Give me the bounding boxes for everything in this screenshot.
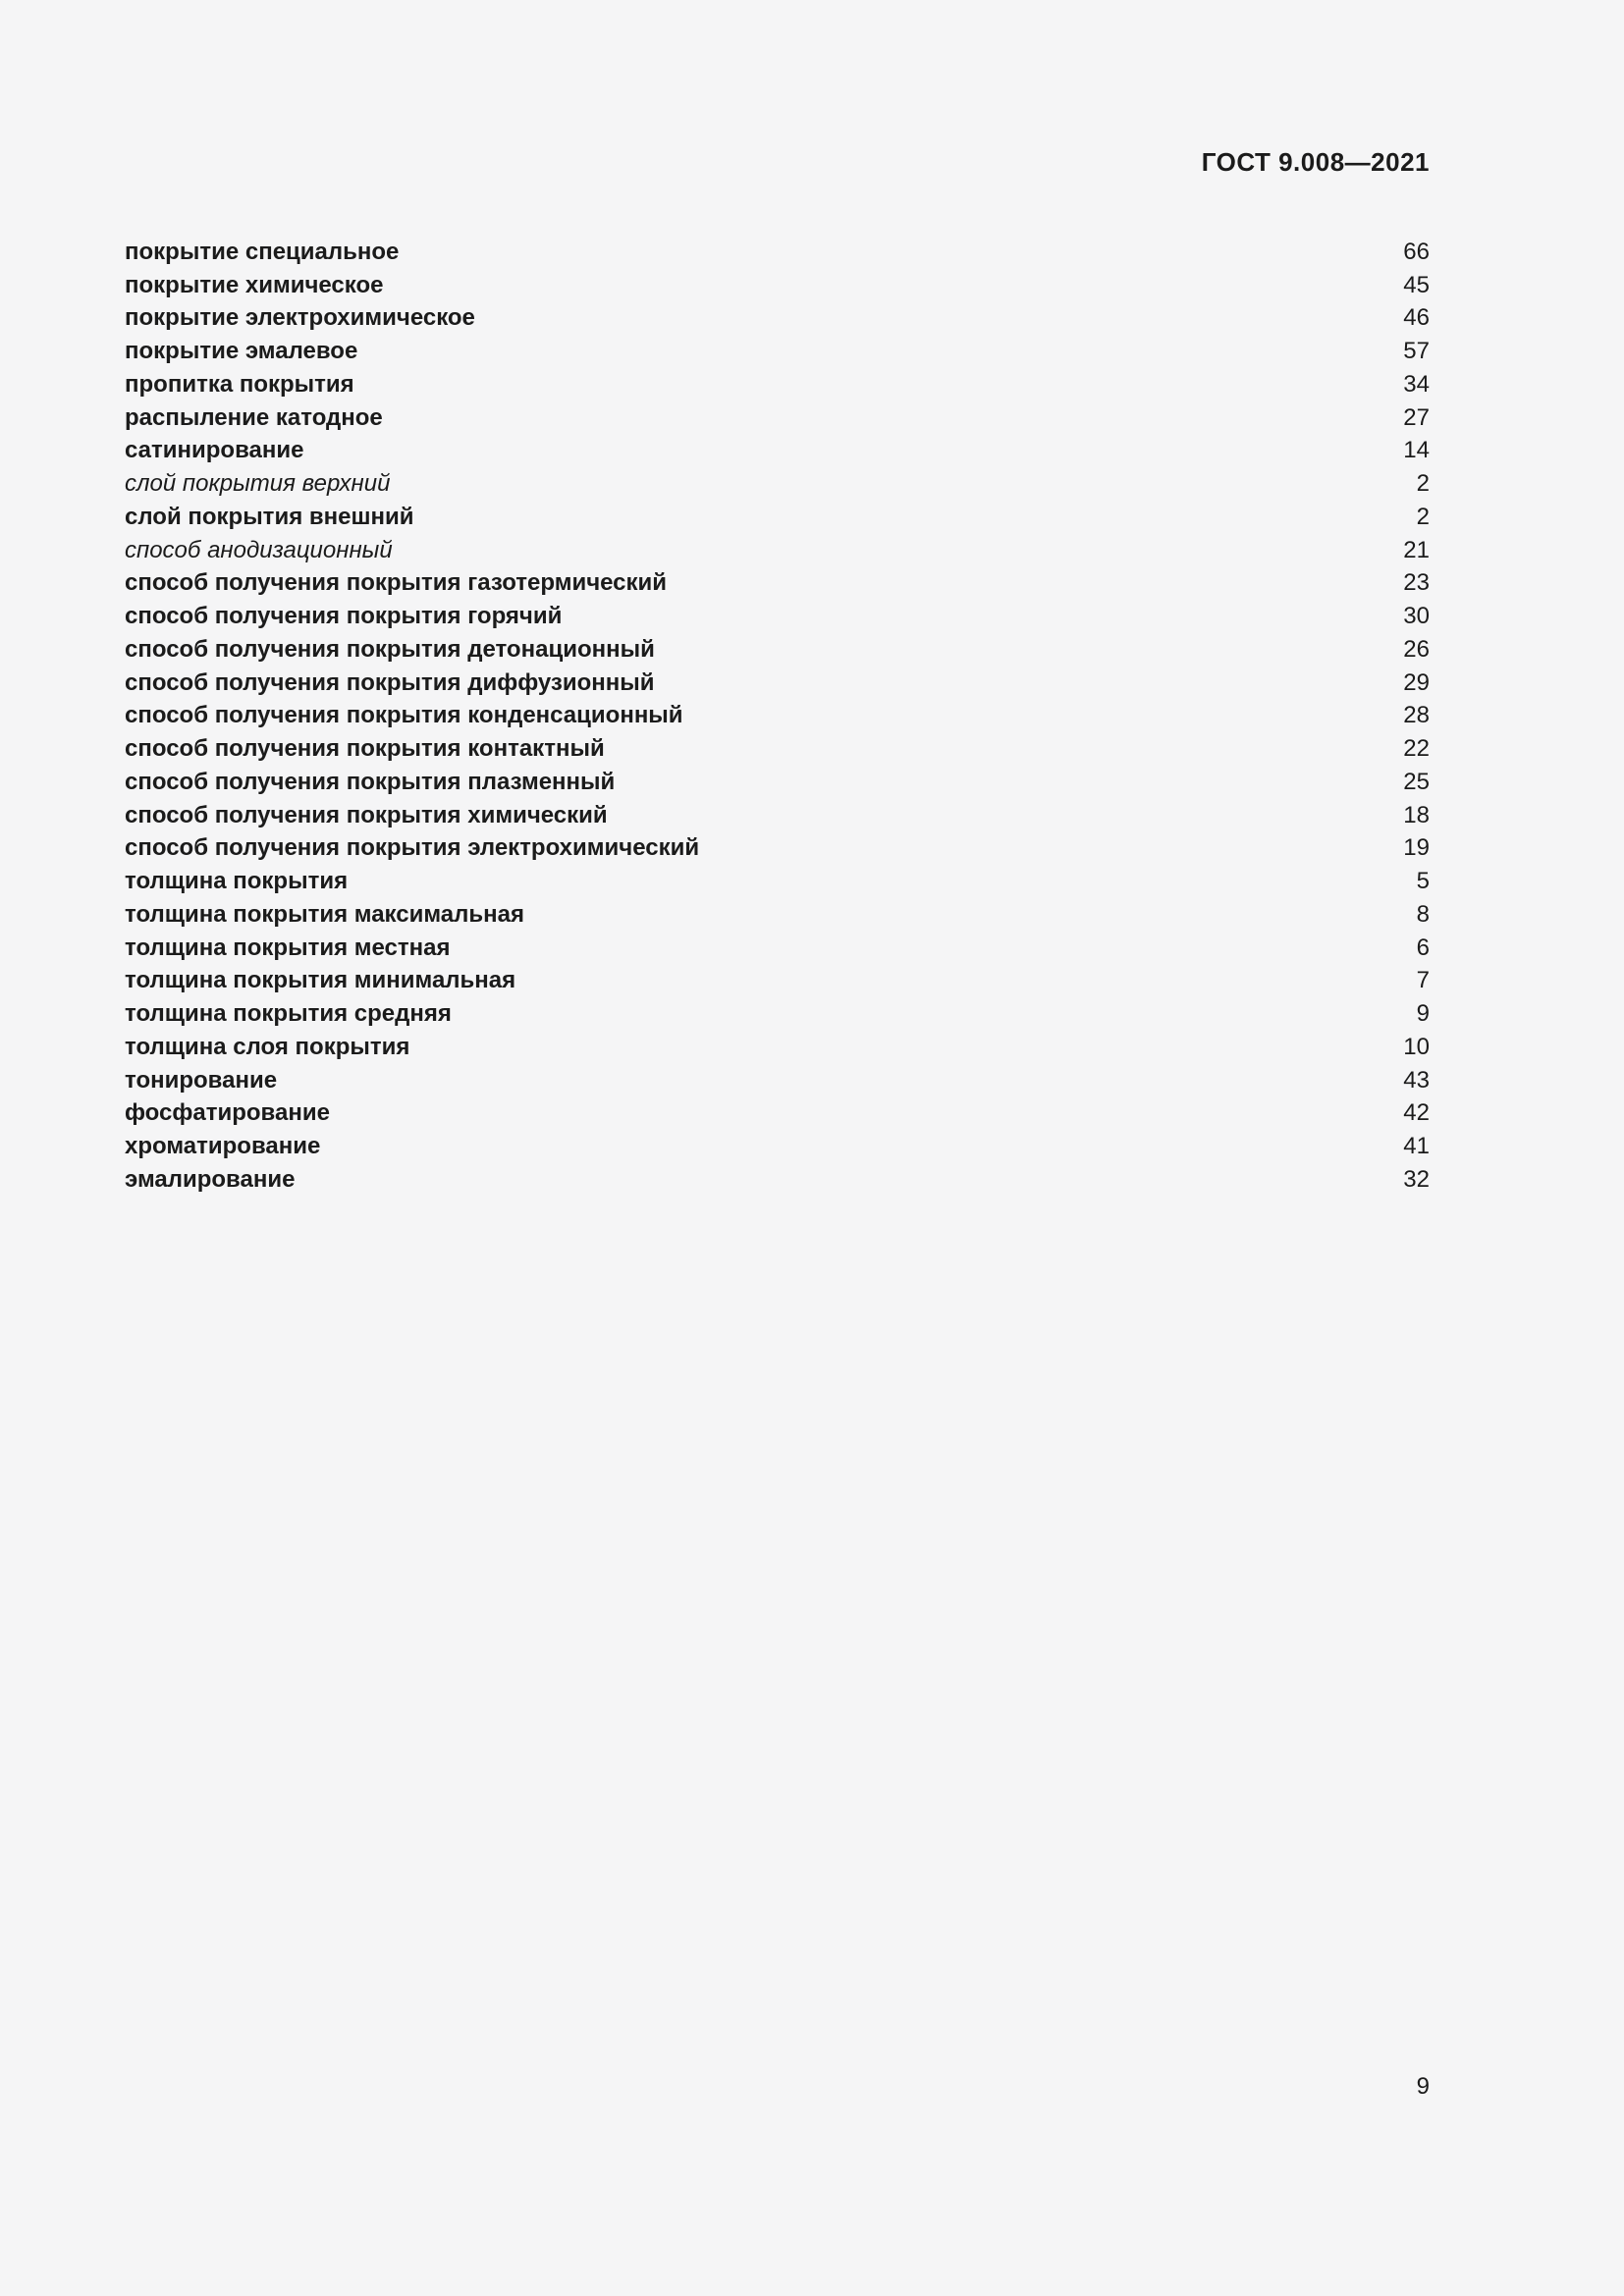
index-entry-row bbox=[125, 932, 1430, 965]
index-entry-row bbox=[125, 700, 1430, 733]
index-term-number: 10 bbox=[1403, 1033, 1430, 1060]
index-term-number: 22 bbox=[1403, 735, 1430, 763]
index-entry-row bbox=[125, 1163, 1430, 1197]
index-term: распыление катодное bbox=[125, 403, 383, 431]
index-term: способ получения покрытия горячий bbox=[125, 603, 563, 630]
index-entry-row bbox=[125, 368, 1430, 401]
index-entry-row bbox=[125, 997, 1430, 1031]
index-term: способ получения покрытия контактный bbox=[125, 735, 605, 763]
index-term-number: 2 bbox=[1416, 470, 1430, 498]
index-term: способ получения покрытия плазменный bbox=[125, 768, 616, 795]
index-entry-row bbox=[125, 832, 1430, 866]
index-term-number: 25 bbox=[1403, 768, 1430, 795]
index-entry-row bbox=[125, 335, 1430, 368]
index-entry-row bbox=[125, 898, 1430, 932]
index-term-number: 29 bbox=[1403, 668, 1430, 696]
index-entry-row bbox=[125, 534, 1430, 567]
index-term-number: 9 bbox=[1416, 1000, 1430, 1028]
index-term: способ получения покрытия диффузионный bbox=[125, 668, 655, 696]
index-entry-row bbox=[125, 401, 1430, 435]
index-term-number: 32 bbox=[1403, 1165, 1430, 1193]
index-term: способ получения покрытия электрохимический bbox=[125, 834, 700, 862]
index-term: способ получения покрытия химический bbox=[125, 801, 608, 828]
index-term-number: 28 bbox=[1403, 702, 1430, 729]
index-term-number: 5 bbox=[1416, 868, 1430, 895]
index-entry-row bbox=[125, 435, 1430, 468]
page-number: 9 bbox=[1416, 2073, 1430, 2100]
index-term: толщина покрытия средняя bbox=[125, 1000, 452, 1028]
index-term: покрытие специальное bbox=[125, 238, 400, 265]
index-entry-row bbox=[125, 600, 1430, 633]
index-entry-row bbox=[125, 799, 1430, 832]
index-term: сатинирование bbox=[125, 437, 304, 464]
index-term: толщина покрытия минимальная bbox=[125, 967, 516, 994]
index-term: тонирование bbox=[125, 1066, 278, 1094]
index-term: способ получения покрытия детонационный bbox=[125, 635, 655, 663]
index-term-number: 34 bbox=[1403, 370, 1430, 398]
index-term-number: 7 bbox=[1416, 967, 1430, 994]
index-term-number: 6 bbox=[1416, 934, 1430, 961]
index-entry-row bbox=[125, 865, 1430, 898]
index-term: хроматирование bbox=[125, 1133, 321, 1160]
index-term-number: 2 bbox=[1416, 503, 1430, 530]
index-entry-row bbox=[125, 302, 1430, 336]
index-entry-row bbox=[125, 965, 1430, 998]
index-entry-row bbox=[125, 1064, 1430, 1097]
index-term-number: 46 bbox=[1403, 304, 1430, 332]
standard-designation: ГОСТ 9.008—2021 bbox=[1201, 147, 1430, 177]
index-entry-row bbox=[125, 269, 1430, 302]
index-term-number: 19 bbox=[1403, 834, 1430, 862]
index-term-number: 42 bbox=[1403, 1099, 1430, 1127]
index-entry-row bbox=[125, 766, 1430, 799]
index-term: пропитка покрытия bbox=[125, 370, 354, 398]
index-term-number: 14 bbox=[1403, 437, 1430, 464]
index-entry-row bbox=[125, 633, 1430, 667]
index-term: толщина слоя покрытия bbox=[125, 1033, 410, 1060]
index-entry-row bbox=[125, 467, 1430, 501]
index-term: толщина покрытия максимальная bbox=[125, 900, 524, 928]
index-term: толщина покрытия bbox=[125, 868, 349, 895]
index-entry-row bbox=[125, 1097, 1430, 1131]
index-term: способ получения покрытия газотермический bbox=[125, 569, 668, 597]
index-term-number: 45 bbox=[1403, 271, 1430, 298]
index-term-number: 23 bbox=[1403, 569, 1430, 597]
index-entry-row bbox=[125, 732, 1430, 766]
index-term: способ анодизационный bbox=[125, 536, 393, 563]
index-term-number: 30 bbox=[1403, 603, 1430, 630]
index-term-number: 27 bbox=[1403, 403, 1430, 431]
index-term: покрытие химическое bbox=[125, 271, 384, 298]
index-term: слой покрытия верхний bbox=[125, 470, 391, 498]
index-term-number: 8 bbox=[1416, 900, 1430, 928]
index-entry-row bbox=[125, 236, 1430, 269]
index-term-number: 43 bbox=[1403, 1066, 1430, 1094]
index-term-number: 66 bbox=[1403, 238, 1430, 265]
index-term: фосфатирование bbox=[125, 1099, 330, 1127]
index-entry-row bbox=[125, 1031, 1430, 1064]
index-term: способ получения покрытия конденсационный bbox=[125, 702, 683, 729]
index-term-number: 18 bbox=[1403, 801, 1430, 828]
index-entry-row bbox=[125, 1130, 1430, 1163]
index-term-number: 41 bbox=[1403, 1133, 1430, 1160]
index-term: слой покрытия внешний bbox=[125, 503, 414, 530]
index-term: толщина покрытия местная bbox=[125, 934, 451, 961]
index-term-number: 26 bbox=[1403, 635, 1430, 663]
index-term-number: 57 bbox=[1403, 338, 1430, 365]
index-term: эмалирование bbox=[125, 1165, 296, 1193]
index-entry-row bbox=[125, 567, 1430, 601]
index-term-number: 21 bbox=[1403, 536, 1430, 563]
index-list bbox=[125, 236, 1430, 1197]
index-term: покрытие эмалевое bbox=[125, 338, 358, 365]
index-entry-row bbox=[125, 667, 1430, 700]
index-term: покрытие электрохимическое bbox=[125, 304, 475, 332]
index-entry-row bbox=[125, 501, 1430, 534]
